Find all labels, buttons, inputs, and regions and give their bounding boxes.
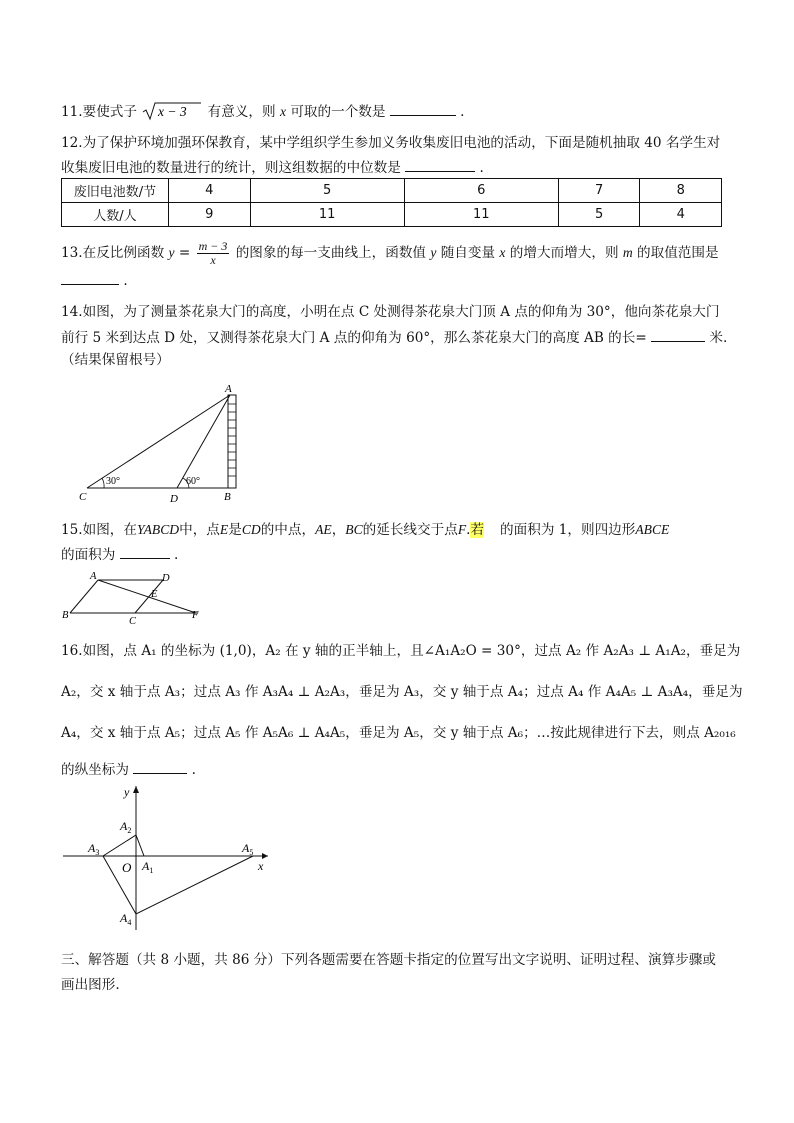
q14-answer-blank[interactable] [651,329,705,342]
q15-comma: ， [331,522,346,538]
q11-prefix: 11.要使式子 [61,104,137,120]
q11-line [61,101,464,121]
angle-60-label: 60° [186,476,200,487]
q14-line3: （结果保留根号） [61,352,170,368]
table-cell: 11 [404,203,558,227]
q12-answer-blank[interactable] [405,159,475,172]
point-F-label: F [192,610,199,621]
sqrt-radicand: x − 3 [158,104,187,119]
table-cell: 4 [640,203,722,227]
q13-eq: = [178,245,191,261]
q11-answer-blank[interactable] [390,103,456,116]
line-AF [98,580,196,613]
fraction-denominator: x [210,253,216,267]
point-A-label: A [225,383,232,395]
q15-mid2: 是 [228,522,242,538]
q14-line1: 14.如图，为了测量茶花泉大门的高度，小明在点 C 处测得茶花泉大门顶 A 点的仰角为 30°，他向茶花泉大门 [61,304,720,320]
q15-answer-blank[interactable] [120,546,170,559]
battery-table [61,178,722,227]
point-B-label: B [62,610,69,621]
origin-label: O [122,860,132,875]
q12-line2: 收集废旧电池的数量进行的统计，则这组数据的中位数是 [61,160,401,176]
angle-arc-C [102,478,104,488]
q13-prefix: 13.在反比例函数 [61,245,165,261]
q15-abce: ABCE [635,522,670,537]
point-A5-label: $A_5$ [242,841,254,857]
q15-figure [58,568,208,624]
side-AB [70,580,98,613]
q15-dot: . [466,522,471,538]
q13-mid: 的图象的每一支曲线上，函数值 [235,245,427,261]
q14-figure [70,380,260,505]
gate-post [228,395,236,488]
q13-fraction [197,240,230,267]
angle-30-label: 30° [106,476,120,487]
table-cell: 5 [558,203,640,227]
point-A3-label: $A_3$ [88,841,100,857]
q15-ae: AE [315,522,332,537]
q16-line1: 16.如图，点 A₁ 的坐标为 (1,0)，A₂ 在 y 轴的正半轴上，且∠A₁A₂O = 30°，过点 A₂ 作 A₂A₃ ⊥ A₁A₂，垂足为 [61,643,741,659]
q11-end: . [460,104,465,120]
q15-mid5: 的面积为 1，则四边形 [500,522,636,538]
q16-figure [60,780,275,940]
table-header-cell: 8 [640,179,722,203]
q13-end: . [123,273,128,289]
table-row [62,179,722,203]
q16-line4: 的纵坐标为 [61,762,129,778]
q15-mid3: 的中点， [260,522,316,538]
q15-end: . [174,547,179,563]
q13-mid2: 随自变量 [440,245,496,261]
q15-prefix: 15.如图，在 [61,522,137,538]
q13-line2 [61,272,128,290]
q11-tail: 可取的一个数是 [290,104,386,120]
line-CA [87,395,230,488]
q15-bc: BC [345,522,363,537]
q12-line2-wrap [61,159,484,177]
section3-line2: 画出图形. [61,977,120,993]
q15-line2: 的面积为 [61,547,116,563]
q13-mid3: 的增大而增大，则 [509,245,619,261]
q14-line2-wrap [61,329,727,347]
table-row [62,203,722,227]
q15-line2-wrap [61,546,178,564]
q15-para-symbol: Y [137,522,144,537]
y-axis-arrow [133,786,139,793]
q15-mid4: 的延长线交于点 [362,522,458,538]
table-header-cell: 废旧电池数/节 [62,179,169,203]
table-header-cell: 5 [250,179,404,203]
table-header-cell: 6 [404,179,558,203]
point-A4-label: $A_4$ [120,911,132,927]
q13-line [61,240,719,267]
y-axis-label: y [124,785,130,799]
table-cell: 11 [250,203,404,227]
side-DC [135,580,163,613]
fraction-numerator: m − 3 [198,239,228,253]
table-header-cell: 4 [169,179,251,203]
q13-tail: 的取值范围是 [637,245,719,261]
q15-abcd: ABCD [143,522,180,537]
point-D-label: D [162,573,170,584]
q14-unit: 米. [709,330,728,346]
q16-line4-wrap [61,761,196,779]
q12-line1: 12.为了保护环境加强环保教育，某中学组织学生参加义务收集废旧电池的活动，下面是随机抽取 40 名学生对 [61,135,721,151]
point-A-label: A [90,571,97,582]
q11-var: x [279,104,286,119]
q13-yv: y [430,245,437,260]
gate-rungs [228,404,236,476]
point-C-label: C [79,491,87,503]
point-A1-label: $A_1$ [142,859,154,875]
q15-cd: CD [241,522,261,537]
section3-line1: 三、解答题（共 8 小题，共 86 分）下列各题需要在答题卡指定的位置写出文字说明、证明过程、演算步骤或 [61,952,716,968]
q16-line3: A₄，交 x 轴于点 A₅；过点 A₅ 作 A₅A₆ ⊥ A₄A₅，垂足为 A₅，交 y 轴于点 A₆；…按此规律进行下去，则点 A₂₀₁₆ [61,725,736,741]
point-E-label: E [151,589,158,600]
q13-xv: x [499,245,506,260]
x-axis-label: x [258,859,264,873]
table-header-cell: 7 [558,179,640,203]
q13-answer-blank[interactable] [61,272,119,285]
q16-answer-blank[interactable] [133,761,187,774]
q16-line2: A₂，交 x 轴于点 A₃；过点 A₃ 作 A₃A₄ ⊥ A₂A₃，垂足为 A₃，交 y 轴于点 A₄；过点 A₄ 作 A₄A₅ ⊥ A₃A₄，垂足为 [61,684,743,700]
table-cell: 人数/人 [62,203,169,227]
q13-mv: m [622,245,633,260]
q15-highlight-ruo: 若 [470,522,485,538]
q16-end: . [191,762,196,778]
sqrt-symbol [141,101,203,121]
q13-y: y [168,245,175,260]
q15-mid: 中，点 [179,522,220,538]
line-DA [177,395,230,488]
table-cell: 9 [169,203,251,227]
q15-f: F [457,522,467,537]
point-D-label: D [170,493,178,505]
q15-e: E [219,522,229,537]
q15-line1 [61,521,669,539]
q12-end: . [479,160,484,176]
q11-post: 有意义，则 [207,104,276,120]
q14-line2: 前行 5 米到达点 D 处，又测得茶花泉大门 A 点的仰角为 60°，那么茶花泉大门的高度 AB 的长= [61,330,647,346]
point-A2-label: $A_2$ [120,819,132,835]
point-C-label: C [129,616,137,624]
point-B-label: B [224,491,231,503]
